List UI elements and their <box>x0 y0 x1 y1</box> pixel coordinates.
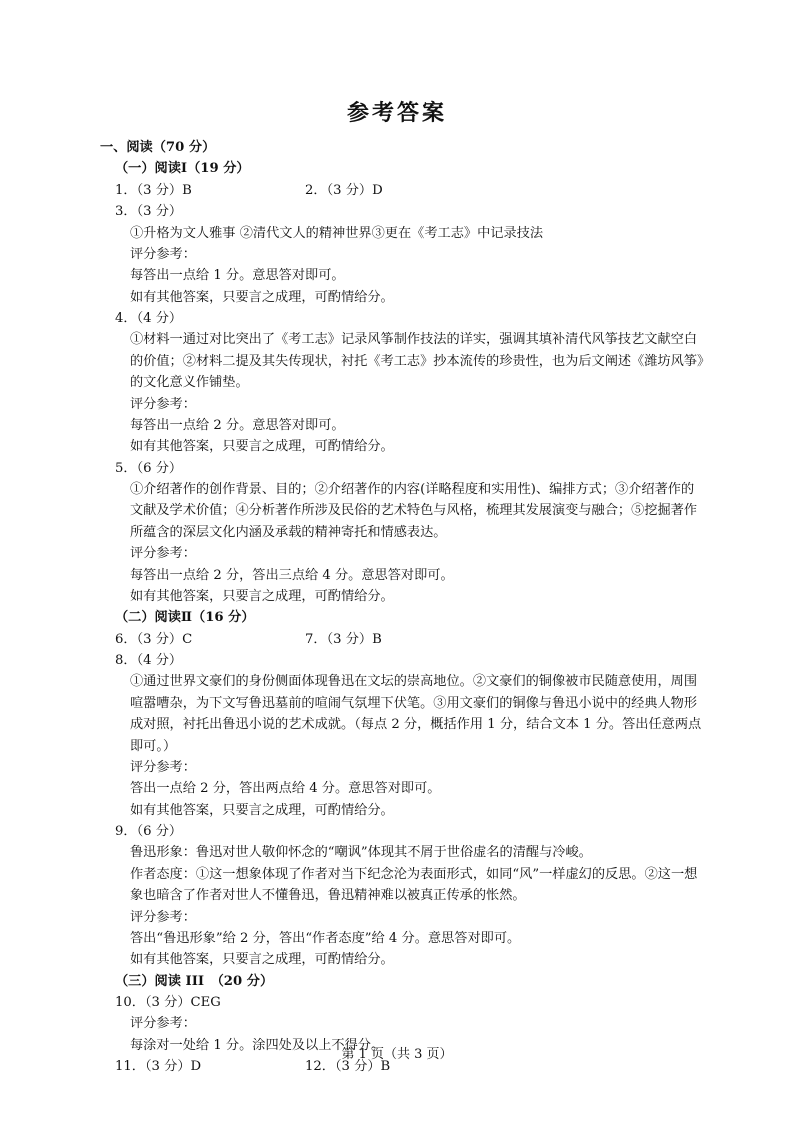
answer-item-7: 7．（3 分）B <box>305 631 382 647</box>
answer-item-3-body: ①升格为文人雅事 ②清代文人的精神世界③更在《考工志》中记录技法 <box>130 225 544 241</box>
scoring-note-9-b: 如有其他答案，只要言之成理，可酌情给分。 <box>130 952 394 968</box>
page-title: 参考答案 <box>346 100 447 126</box>
scoring-note-label-8: 评分参考： <box>130 759 196 775</box>
answer-item-5: 5．（6 分） <box>115 460 183 476</box>
scoring-note-label-4: 评分参考： <box>130 396 196 412</box>
answer-item-10: 10．（3 分）CEG <box>115 995 221 1010</box>
scoring-note-3-a: 每答出一点给 1 分。意思答对即可。 <box>130 268 345 284</box>
page-footer: 第 1 页（共 3 页） <box>341 1047 453 1062</box>
answer-row-1-2 <box>100 180 706 201</box>
answer-item-9-attitude: 作者态度：①这一想象体现了作者对当下纪念沦为表面形式，如同“风”一样虚幻的反思。②这一想象也暗含了作者对世人不懂鲁迅，鲁迅精神难以被真正传承的怅然。 <box>130 866 698 904</box>
answer-item-4-body: ①材料一通过对比突出了《考工志》记录风筝制作技法的详实，强调其填补清代风筝技艺文献空白的价值；②材料二提及其失传现状，衬托《考工志》抄本流传的珍贵性，也为后文阐述《潍坊风筝》的文化意义作铺垫。 <box>130 332 704 391</box>
subsection-heading-3: （三）阅读 III （20 分） <box>115 973 274 989</box>
subsection-heading-2: （二）阅读Ⅱ（16 分） <box>115 610 255 626</box>
answer-item-8: 8．（4 分） <box>115 653 183 668</box>
answer-item-4: 4．（4 分） <box>115 311 183 326</box>
scoring-note-10-a: 每涂对一处给 1 分。涂四处及以上不得分。 <box>130 1037 385 1053</box>
scoring-note-4-a: 每答出一点给 2 分。意思答对即可。 <box>130 417 345 433</box>
scoring-note-5-a: 每答出一点给 2 分，答出三点给 4 分。意思答对即可。 <box>130 567 454 583</box>
section-heading: 一、阅读（70 分） <box>100 140 216 155</box>
scoring-note-5-b: 如有其他答案，只要言之成理，可酌情给分。 <box>130 588 394 604</box>
answer-item-1: 1．（3 分）B <box>115 182 192 198</box>
answer-item-8-body: ①通过世界文豪们的身份侧面体现鲁迅在文坛的崇高地位。②文豪们的铜像被市民随意使用，周围喧嚣嘈杂，为下文写鲁迅墓前的喧闹气氛埋下伏笔。③用文豪们的铜像与鲁迅小说中的经典人物形成对照，衬托出鲁迅小说的艺术成就。（每点 2 分，概括作用 1 分，结合文本 1 分。答出任意两点即可。） <box>130 674 702 754</box>
answer-item-11: 11．（3 分）D <box>115 1059 202 1075</box>
answer-item-12: 12．（3 分）B <box>305 1059 391 1075</box>
scoring-note-label-9: 评分参考： <box>130 909 196 925</box>
scoring-note-3-b: 如有其他答案，只要言之成理，可酌情给分。 <box>130 289 394 305</box>
subsection-heading-1: （一）阅读Ⅰ（19 分） <box>115 161 250 177</box>
answer-item-6: 6．（3 分）C <box>115 631 193 647</box>
answer-item-5-body: ①介绍著作的创作背景、目的；②介绍著作的内容(详略程度和实用性)、编排方式；③介绍著作的文献及学术价值；④分析著作所涉及民俗的艺术特色与风格，梳理其发展演变与融合；⑤挖掘著作所蕴含的深层文化内涵及承载的精神寄托和情感表达。 <box>130 482 698 540</box>
scoring-note-8-a: 答出一点给 2 分，答出两点给 4 分。意思答对即可。 <box>130 781 441 797</box>
scoring-note-label-5: 评分参考： <box>130 546 196 562</box>
scoring-note-9-a: 答出“鲁迅形象”给 2 分，答出“作者态度”给 4 分。意思答对即可。 <box>130 930 521 946</box>
scoring-note-label-3: 评分参考： <box>130 246 196 262</box>
scoring-note-4-b: 如有其他答案，只要言之成理，可酌情给分。 <box>130 439 394 455</box>
scoring-note-label-10: 评分参考： <box>130 1016 196 1032</box>
answer-item-9: 9．（6 分） <box>115 824 183 839</box>
answer-item-2: 2．（3 分）D <box>305 182 383 198</box>
answer-row-6-7 <box>100 629 706 650</box>
document-body <box>100 137 706 1078</box>
answer-item-9-image: 鲁迅形象：鲁迅对世人敬仰怀念的“嘲讽”体现其不屑于世俗虚名的清醒与冷峻。 <box>130 845 592 861</box>
answer-item-3: 3．（3 分） <box>115 204 183 220</box>
scoring-note-8-b: 如有其他答案，只要言之成理，可酌情给分。 <box>130 802 394 818</box>
